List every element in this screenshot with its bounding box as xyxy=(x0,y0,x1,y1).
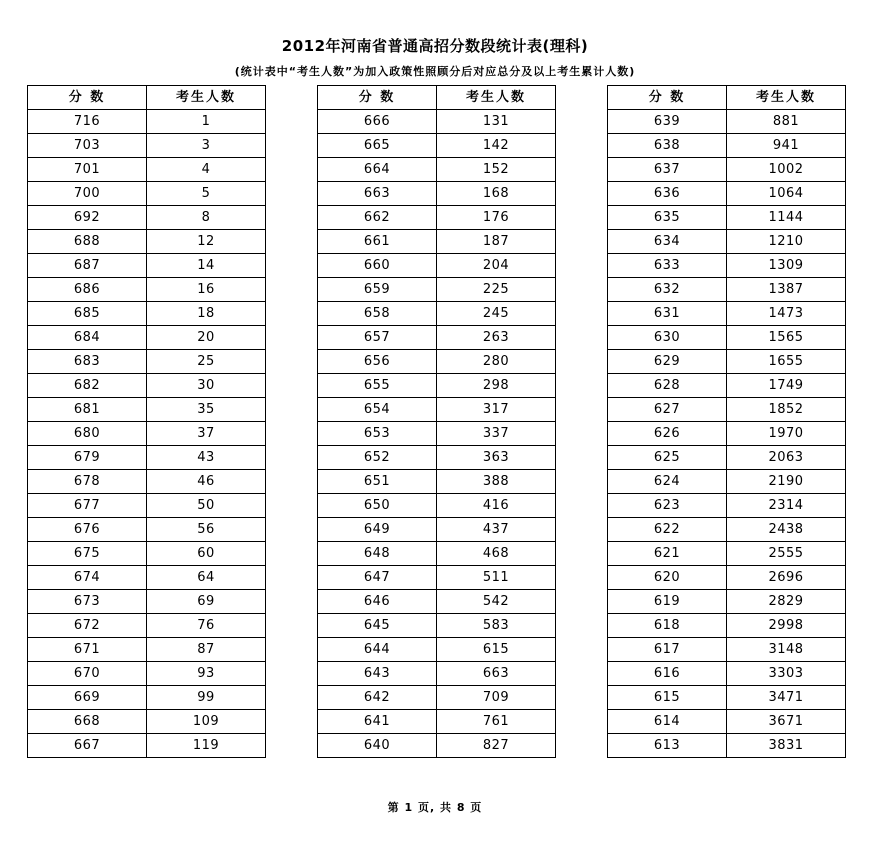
count-cell: 245 xyxy=(437,302,556,326)
count-cell: 76 xyxy=(147,614,266,638)
score-cell: 633 xyxy=(608,254,727,278)
score-cell: 655 xyxy=(318,374,437,398)
score-cell: 687 xyxy=(28,254,147,278)
table-row xyxy=(608,206,846,230)
table-row xyxy=(608,422,846,446)
score-cell: 662 xyxy=(318,206,437,230)
count-cell: 1852 xyxy=(727,398,846,422)
score-cell: 667 xyxy=(28,734,147,758)
score-cell: 682 xyxy=(28,374,147,398)
score-cell: 647 xyxy=(318,566,437,590)
table-row xyxy=(28,230,266,254)
table-row xyxy=(28,518,266,542)
table-row xyxy=(608,638,846,662)
table-row xyxy=(608,710,846,734)
count-cell: 12 xyxy=(147,230,266,254)
score-cell: 663 xyxy=(318,182,437,206)
count-cell: 583 xyxy=(437,614,556,638)
score-cell: 631 xyxy=(608,302,727,326)
score-cell: 660 xyxy=(318,254,437,278)
score-cell: 624 xyxy=(608,470,727,494)
count-cell: 1655 xyxy=(727,350,846,374)
count-cell: 35 xyxy=(147,398,266,422)
count-cell: 1473 xyxy=(727,302,846,326)
count-cell: 43 xyxy=(147,446,266,470)
score-cell: 680 xyxy=(28,422,147,446)
score-cell: 716 xyxy=(28,110,147,134)
score-cell: 642 xyxy=(318,686,437,710)
table-row xyxy=(28,638,266,662)
score-cell: 669 xyxy=(28,686,147,710)
table-row xyxy=(28,398,266,422)
header-count: 考生人数 xyxy=(437,86,556,110)
table-row xyxy=(318,518,556,542)
table-row xyxy=(318,254,556,278)
score-cell: 688 xyxy=(28,230,147,254)
table-row xyxy=(318,350,556,374)
table-row xyxy=(28,590,266,614)
score-cell: 703 xyxy=(28,134,147,158)
count-cell: 1387 xyxy=(727,278,846,302)
score-cell: 634 xyxy=(608,230,727,254)
count-cell: 2314 xyxy=(727,494,846,518)
count-cell: 542 xyxy=(437,590,556,614)
score-cell: 652 xyxy=(318,446,437,470)
score-table-2 xyxy=(317,85,556,758)
score-cell: 637 xyxy=(608,158,727,182)
table-row xyxy=(28,734,266,758)
count-cell: 4 xyxy=(147,158,266,182)
count-cell: 69 xyxy=(147,590,266,614)
count-cell: 1565 xyxy=(727,326,846,350)
table-row xyxy=(608,590,846,614)
table-row xyxy=(28,254,266,278)
score-cell: 679 xyxy=(28,446,147,470)
score-cell: 649 xyxy=(318,518,437,542)
count-cell: 280 xyxy=(437,350,556,374)
count-cell: 881 xyxy=(727,110,846,134)
table-row xyxy=(318,590,556,614)
score-cell: 636 xyxy=(608,182,727,206)
table-row xyxy=(608,254,846,278)
count-cell: 263 xyxy=(437,326,556,350)
table-row xyxy=(318,734,556,758)
score-table-1 xyxy=(27,85,266,758)
count-cell: 761 xyxy=(437,710,556,734)
table-row xyxy=(318,470,556,494)
count-cell: 2438 xyxy=(727,518,846,542)
count-cell: 337 xyxy=(437,422,556,446)
count-cell: 941 xyxy=(727,134,846,158)
score-cell: 625 xyxy=(608,446,727,470)
table-row xyxy=(28,470,266,494)
count-cell: 5 xyxy=(147,182,266,206)
table-row xyxy=(318,566,556,590)
score-cell: 658 xyxy=(318,302,437,326)
table-row xyxy=(608,350,846,374)
table-row xyxy=(608,110,846,134)
header-count: 考生人数 xyxy=(727,86,846,110)
count-cell: 615 xyxy=(437,638,556,662)
count-cell: 1144 xyxy=(727,206,846,230)
count-cell: 152 xyxy=(437,158,556,182)
count-cell: 225 xyxy=(437,278,556,302)
count-cell: 56 xyxy=(147,518,266,542)
score-cell: 700 xyxy=(28,182,147,206)
score-cell: 622 xyxy=(608,518,727,542)
score-table-3 xyxy=(607,85,846,758)
count-cell: 709 xyxy=(437,686,556,710)
table-row xyxy=(608,566,846,590)
score-cell: 648 xyxy=(318,542,437,566)
score-cell: 626 xyxy=(608,422,727,446)
table-row xyxy=(28,134,266,158)
table-row xyxy=(318,638,556,662)
table-row xyxy=(28,422,266,446)
table-row xyxy=(28,710,266,734)
score-cell: 639 xyxy=(608,110,727,134)
count-cell: 1002 xyxy=(727,158,846,182)
score-cell: 614 xyxy=(608,710,727,734)
count-cell: 827 xyxy=(437,734,556,758)
score-cell: 656 xyxy=(318,350,437,374)
score-cell: 685 xyxy=(28,302,147,326)
count-cell: 2696 xyxy=(727,566,846,590)
score-cell: 659 xyxy=(318,278,437,302)
score-cell: 615 xyxy=(608,686,727,710)
count-cell: 363 xyxy=(437,446,556,470)
table-row xyxy=(318,230,556,254)
table-row xyxy=(28,542,266,566)
count-cell: 437 xyxy=(437,518,556,542)
count-cell: 2555 xyxy=(727,542,846,566)
table-row xyxy=(318,110,556,134)
score-cell: 675 xyxy=(28,542,147,566)
table-row xyxy=(608,542,846,566)
header-score: 分 数 xyxy=(28,86,147,110)
score-cell: 701 xyxy=(28,158,147,182)
table-row xyxy=(318,302,556,326)
score-cell: 692 xyxy=(28,206,147,230)
header-score: 分 数 xyxy=(608,86,727,110)
page-subtitle: (统计表中“考生人数”为加入政策性照顾分后对应总分及以上考生累计人数) xyxy=(234,65,636,78)
count-cell: 388 xyxy=(437,470,556,494)
score-cell: 676 xyxy=(28,518,147,542)
score-cell: 683 xyxy=(28,350,147,374)
score-cell: 671 xyxy=(28,638,147,662)
table-row xyxy=(318,374,556,398)
score-cell: 645 xyxy=(318,614,437,638)
table-row xyxy=(608,518,846,542)
table-row xyxy=(28,566,266,590)
score-cell: 672 xyxy=(28,614,147,638)
count-cell: 1970 xyxy=(727,422,846,446)
table-row xyxy=(318,542,556,566)
table-row xyxy=(608,662,846,686)
table-row xyxy=(28,446,266,470)
count-cell: 18 xyxy=(147,302,266,326)
score-cell: 643 xyxy=(318,662,437,686)
table-row xyxy=(318,686,556,710)
score-cell: 620 xyxy=(608,566,727,590)
score-cell: 619 xyxy=(608,590,727,614)
table-header-row xyxy=(608,86,846,110)
header-score: 分 数 xyxy=(318,86,437,110)
count-cell: 416 xyxy=(437,494,556,518)
score-cell: 646 xyxy=(318,590,437,614)
count-cell: 1749 xyxy=(727,374,846,398)
table-row xyxy=(28,206,266,230)
table-header-row xyxy=(318,86,556,110)
count-cell: 60 xyxy=(147,542,266,566)
table-row xyxy=(608,614,846,638)
table-row xyxy=(28,110,266,134)
score-cell: 629 xyxy=(608,350,727,374)
score-cell: 681 xyxy=(28,398,147,422)
table-row xyxy=(608,326,846,350)
score-cell: 644 xyxy=(318,638,437,662)
score-cell: 613 xyxy=(608,734,727,758)
table-row xyxy=(28,494,266,518)
score-cell: 684 xyxy=(28,326,147,350)
table-row xyxy=(318,278,556,302)
count-cell: 30 xyxy=(147,374,266,398)
score-cell: 623 xyxy=(608,494,727,518)
score-cell: 661 xyxy=(318,230,437,254)
count-cell: 2063 xyxy=(727,446,846,470)
table-row xyxy=(318,494,556,518)
table-row xyxy=(28,302,266,326)
score-cell: 677 xyxy=(28,494,147,518)
count-cell: 109 xyxy=(147,710,266,734)
count-cell: 46 xyxy=(147,470,266,494)
count-cell: 3471 xyxy=(727,686,846,710)
score-cell: 686 xyxy=(28,278,147,302)
table-row xyxy=(608,470,846,494)
score-cell: 666 xyxy=(318,110,437,134)
score-cell: 651 xyxy=(318,470,437,494)
score-cell: 657 xyxy=(318,326,437,350)
score-cell: 635 xyxy=(608,206,727,230)
table-row xyxy=(608,446,846,470)
table-row xyxy=(28,326,266,350)
count-cell: 3303 xyxy=(727,662,846,686)
table-row xyxy=(608,134,846,158)
count-cell: 25 xyxy=(147,350,266,374)
score-cell: 616 xyxy=(608,662,727,686)
table-header-row xyxy=(28,86,266,110)
score-cell: 641 xyxy=(318,710,437,734)
count-cell: 2998 xyxy=(727,614,846,638)
count-cell: 142 xyxy=(437,134,556,158)
count-cell: 8 xyxy=(147,206,266,230)
table-row xyxy=(28,158,266,182)
table-row xyxy=(608,158,846,182)
count-cell: 1 xyxy=(147,110,266,134)
count-cell: 93 xyxy=(147,662,266,686)
table-row xyxy=(28,278,266,302)
header-count: 考生人数 xyxy=(147,86,266,110)
score-cell: 653 xyxy=(318,422,437,446)
count-cell: 64 xyxy=(147,566,266,590)
count-cell: 3148 xyxy=(727,638,846,662)
table-row xyxy=(318,398,556,422)
table-row xyxy=(608,734,846,758)
score-cell: 640 xyxy=(318,734,437,758)
score-cell: 638 xyxy=(608,134,727,158)
table-row xyxy=(318,422,556,446)
count-cell: 468 xyxy=(437,542,556,566)
score-cell: 673 xyxy=(28,590,147,614)
count-cell: 119 xyxy=(147,734,266,758)
score-cell: 617 xyxy=(608,638,727,662)
count-cell: 1210 xyxy=(727,230,846,254)
table-row xyxy=(28,686,266,710)
count-cell: 3 xyxy=(147,134,266,158)
table-row xyxy=(318,662,556,686)
table-row xyxy=(608,182,846,206)
count-cell: 2829 xyxy=(727,590,846,614)
score-cell: 668 xyxy=(28,710,147,734)
score-cell: 632 xyxy=(608,278,727,302)
score-cell: 621 xyxy=(608,542,727,566)
count-cell: 3831 xyxy=(727,734,846,758)
count-cell: 20 xyxy=(147,326,266,350)
score-cell: 654 xyxy=(318,398,437,422)
score-cell: 627 xyxy=(608,398,727,422)
count-cell: 99 xyxy=(147,686,266,710)
count-cell: 50 xyxy=(147,494,266,518)
table-row xyxy=(318,158,556,182)
score-cell: 670 xyxy=(28,662,147,686)
table-row xyxy=(318,446,556,470)
count-cell: 168 xyxy=(437,182,556,206)
table-row xyxy=(608,686,846,710)
page-footer: 第 1 页, 共 8 页 xyxy=(387,801,483,814)
table-row xyxy=(28,614,266,638)
count-cell: 16 xyxy=(147,278,266,302)
count-cell: 663 xyxy=(437,662,556,686)
score-cell: 618 xyxy=(608,614,727,638)
table-row xyxy=(608,302,846,326)
count-cell: 298 xyxy=(437,374,556,398)
score-cell: 678 xyxy=(28,470,147,494)
count-cell: 511 xyxy=(437,566,556,590)
count-cell: 131 xyxy=(437,110,556,134)
table-row xyxy=(608,230,846,254)
table-row xyxy=(318,134,556,158)
score-cell: 628 xyxy=(608,374,727,398)
count-cell: 1064 xyxy=(727,182,846,206)
score-cell: 650 xyxy=(318,494,437,518)
table-row xyxy=(318,326,556,350)
count-cell: 2190 xyxy=(727,470,846,494)
page-title: 2012年河南省普通高招分数段统计表(理科) xyxy=(281,37,589,55)
count-cell: 3671 xyxy=(727,710,846,734)
table-row xyxy=(608,494,846,518)
count-cell: 187 xyxy=(437,230,556,254)
table-row xyxy=(28,662,266,686)
count-cell: 204 xyxy=(437,254,556,278)
count-cell: 37 xyxy=(147,422,266,446)
score-cell: 630 xyxy=(608,326,727,350)
table-row xyxy=(318,614,556,638)
score-cell: 665 xyxy=(318,134,437,158)
score-cell: 674 xyxy=(28,566,147,590)
table-row xyxy=(318,182,556,206)
count-cell: 87 xyxy=(147,638,266,662)
table-row xyxy=(608,278,846,302)
table-row xyxy=(28,350,266,374)
count-cell: 14 xyxy=(147,254,266,278)
count-cell: 1309 xyxy=(727,254,846,278)
score-cell: 664 xyxy=(318,158,437,182)
count-cell: 176 xyxy=(437,206,556,230)
table-row xyxy=(318,710,556,734)
table-row xyxy=(608,398,846,422)
table-row xyxy=(28,374,266,398)
table-row xyxy=(608,374,846,398)
count-cell: 317 xyxy=(437,398,556,422)
table-row xyxy=(318,206,556,230)
table-row xyxy=(28,182,266,206)
